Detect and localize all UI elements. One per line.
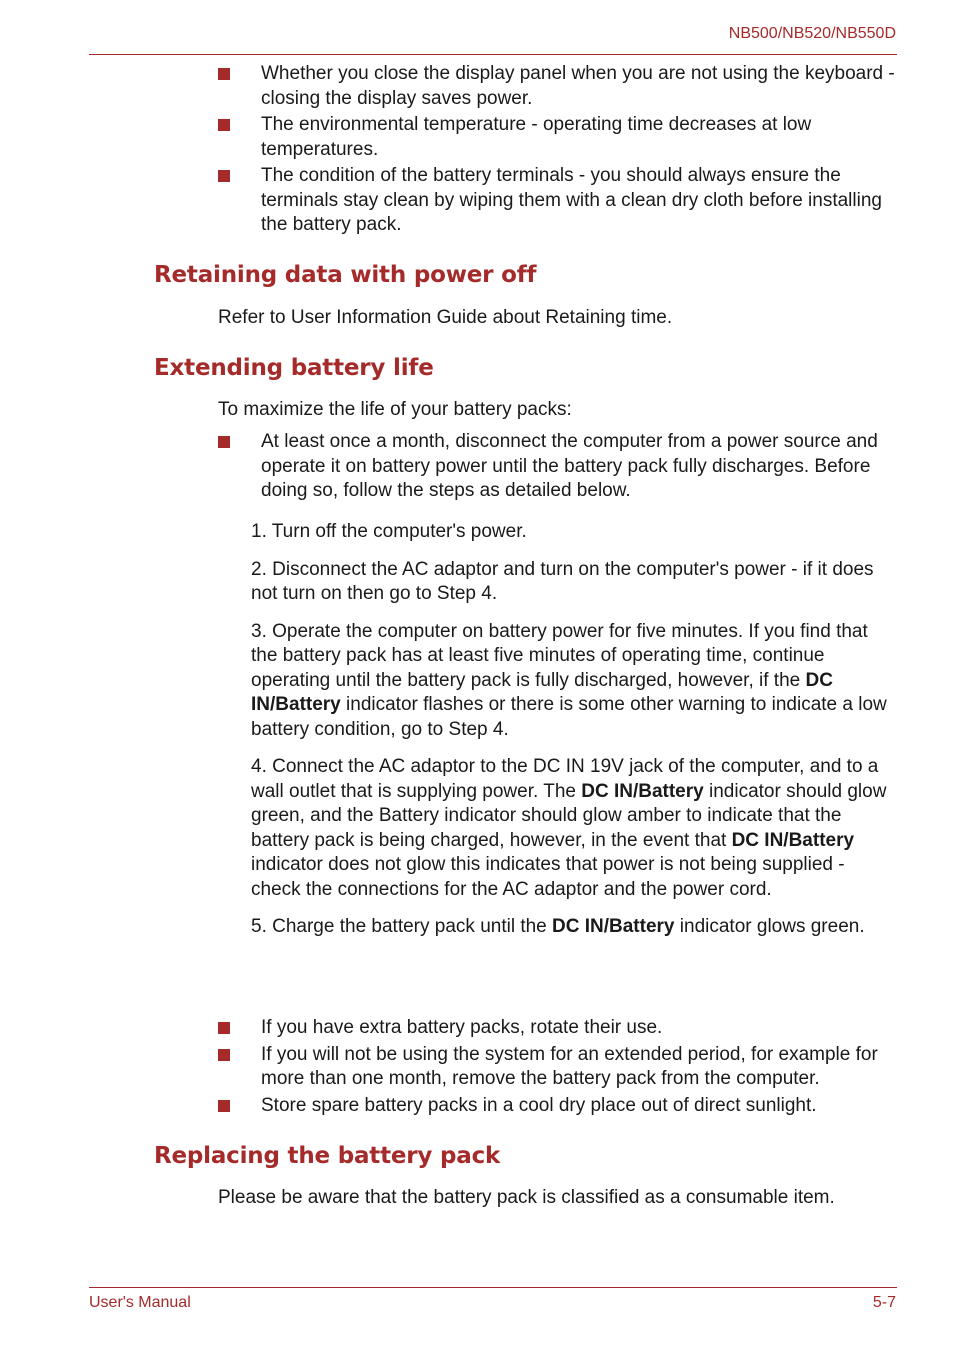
bullet-square-icon [218,1049,230,1061]
bullet-square-icon [218,119,230,131]
extending-intro: To maximize the life of your battery packs: [218,399,572,420]
step-3-text: indicator flashes or there is some other warning to indicate a low battery condition, go to Step 4. [251,694,887,740]
step-5-text: 5. Charge the battery pack until the [251,916,553,937]
bullet-square-icon [218,1022,230,1034]
step-4-text: indicator should glow green, and the Battery indicator should glow amber to indicate that the battery pack is being charged, however, in the event that [251,780,887,851]
indicator-name: DC IN/Battery [581,780,704,802]
bullet-list-after [218,1016,898,1120]
list-item-text: The environmental temperature - operating time decreases at low temperatures. [261,114,812,160]
list-item-text: If you will not be using the system for an extended period, for example for more than one month, remove the battery pack from the computer. [261,1043,878,1089]
header-rule [89,54,897,55]
step-2: 2. Disconnect the AC adaptor and turn on the computer's power - if it does not turn on then go to Step 4. [251,558,874,604]
bullet-square-icon [218,68,230,80]
list-item-text: Whether you close the display panel when you are not using the keyboard - closing the display saves power. [261,63,895,109]
footer-rule [89,1287,897,1288]
step-4-text: indicator does not glow this indicates that power is not being supplied - check the connections for the AC adaptor and the power cord. [251,854,845,900]
list-item-text: At least once a month, disconnect the computer from a power source and operate it on battery power until the battery pack fully discharges. Before doing so, follow the steps as detailed below. [261,431,878,501]
step-3 [251,620,896,743]
bullet-square-icon [218,1100,230,1112]
heading-extending-battery: Extending battery life [154,355,434,381]
list-item [218,1043,898,1092]
step-5 [251,915,896,940]
header-model-label: NB500/NB520/NB550D [728,25,896,42]
indicator-name: DC IN/Battery [251,669,833,715]
step-4 [251,755,896,902]
step-4-text: 4. Connect the AC adaptor to the DC IN 19V jack of the computer, and to a wall outlet that is supplying power. The [251,756,879,802]
list-item-text: Store spare battery packs in a cool dry place out of direct sunlight. [261,1094,817,1116]
list-item-text: If you have extra battery packs, rotate their use. [261,1017,663,1038]
bullet-square-icon [218,436,230,448]
step-5-text: indicator glows green. [674,916,865,937]
list-item [218,62,898,111]
discharge-steps [251,520,896,953]
indicator-name: DC IN/Battery [552,916,675,937]
list-item [218,1016,898,1041]
list-item [218,430,898,504]
list-item [218,113,898,162]
list-item-text: The condition of the battery terminals - you should always ensure the terminals stay clean by wiping them with a clean dry cloth before installing the battery pack. [261,165,882,235]
indicator-name: DC IN/Battery [731,829,855,851]
replacing-text: Please be aware that the battery pack is classified as a consumable item. [218,1187,835,1208]
footer-manual-label: User's Manual [89,1294,191,1311]
list-item [218,1094,898,1119]
bullet-square-icon [218,170,230,182]
step-1: 1. Turn off the computer's power. [251,521,527,542]
heading-retaining-data: Retaining data with power off [154,262,537,288]
retaining-text: Refer to User Information Guide about Retaining time. [218,307,673,328]
bullet-list-extending [218,430,898,506]
bullet-list-top [218,62,898,240]
heading-replacing-battery: Replacing the battery pack [154,1143,501,1169]
step-3-text: 3. Operate the computer on battery power for five minutes. If you find that the battery pack has at least five minutes of operating time, continue operating until the battery pack is fully discharged, however, if the [251,620,868,691]
list-item [218,164,898,238]
footer-page-number: 5-7 [872,1294,896,1311]
